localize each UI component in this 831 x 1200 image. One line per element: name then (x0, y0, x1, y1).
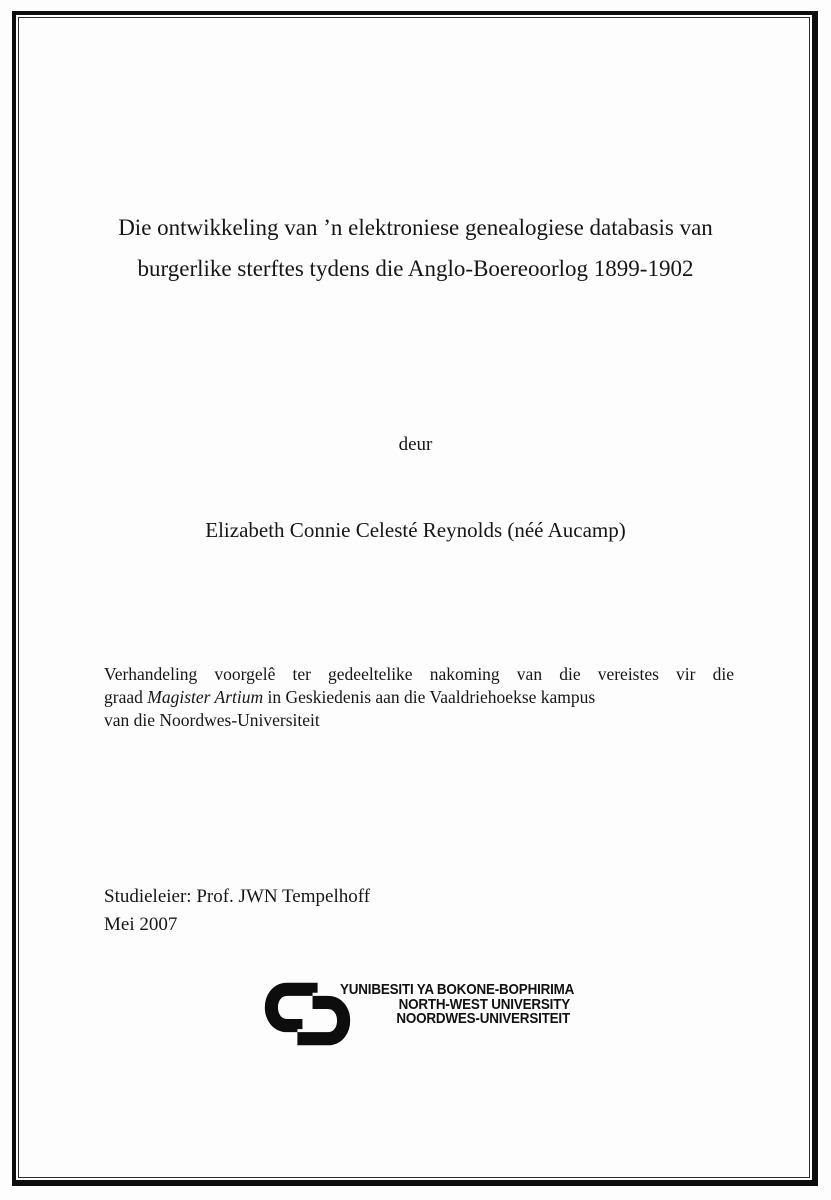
logo-text-afrikaans: NOORDWES-UNIVERSITEIT (396, 1011, 570, 1028)
university-logo (257, 977, 577, 1057)
supervisor-line: Studieleier: Prof. JWN Tempelhoff (104, 886, 371, 907)
thesis-title (66, 207, 766, 289)
byline-label: deur (398, 434, 433, 455)
submission-line-3: van die Noordwes-Universiteit (104, 710, 320, 730)
submission-line-1: Verhandeling voorgelê ter gedeeltelike nakoming van die vereistes vir die (104, 664, 734, 684)
logo-text-setswana: YUNIBESITI YA BOKONE-BOPHIRIMA (340, 982, 575, 998)
submission-line-2-before: graad (104, 687, 148, 707)
submission-line-2 (104, 686, 734, 709)
submission-line-2-after: in Geskiedenis aan die Vaaldriehoekse kampus (263, 687, 596, 707)
thesis-title-line-2: burgerlike sterftes tydens die Anglo-Boereoorlog 1899-1902 (137, 256, 694, 281)
degree-name: Magister Artium (147, 687, 264, 707)
date-line: Mei 2007 (104, 914, 178, 935)
author-name: Elizabeth Connie Celesté Reynolds (néé Aucamp) (205, 518, 626, 542)
thesis-title-line-1: Die ontwikkeling van ’n elektroniese genealogiese databasis van (118, 215, 713, 240)
university-logo-text (340, 982, 575, 1028)
logo-text-english: NORTH-WEST UNIVERSITY (398, 996, 570, 1013)
submission-statement (104, 663, 734, 732)
supervisor-block (104, 883, 370, 939)
